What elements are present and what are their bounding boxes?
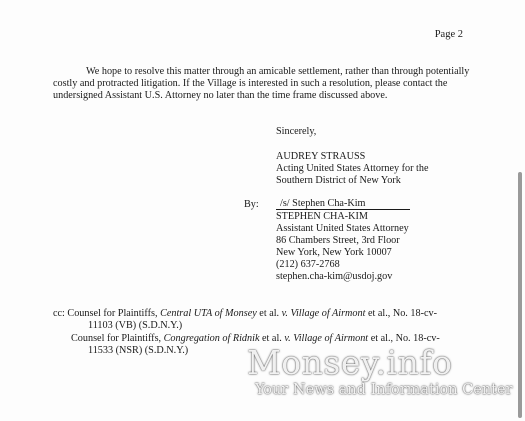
watermark-tagline: Your News and Information Center [255,382,513,398]
by-label: By: [244,199,259,210]
case-defendant-2: Village of Airmont [290,333,369,344]
cc-versus: v. [284,333,291,344]
signer-title-line2: Southern District of New York [276,175,401,186]
case-name-1: Central UTA of Monsey [160,308,257,319]
cc-line-2: 11103 (VB) (S.D.N.Y.) [88,320,183,331]
case-name-2: Congregation of Ridnik [163,333,260,344]
address-line2: New York, New York 10007 [276,247,392,258]
cc-prefix: cc: Counsel for Plaintiffs, [53,308,161,319]
cc-line-3 [71,333,440,345]
attorney-name: STEPHEN CHA-KIM [276,211,368,222]
page-number: Page 2 [434,29,463,40]
vertical-scrollbar[interactable] [518,172,522,418]
cc-line-1 [53,308,437,320]
cc-line-4: 11533 (NSR) (S.D.N.Y.) [88,345,189,356]
phone-number: (212) 637-2768 [276,259,340,270]
cc-et-al: et al. [256,308,282,319]
cc-case-no: et al., No. 18-cv- [368,333,440,344]
cc-et-al: et al. [259,333,285,344]
attorney-title: Assistant United States Attorney [276,223,409,234]
cc-prefix: Counsel for Plaintiffs, [71,333,164,344]
body-paragraph: We hope to resolve this matter through an amicable settlement, rather than through potentially costly and protracted litigation. If the Village is interested in such a resolution, please contact the undersigned Assistant U.S. Attorney no later than the time frame discussed above. [53,66,470,102]
closing: Sincerely, [276,126,317,137]
email-address: stephen.cha-kim@usdoj.gov [276,271,393,282]
electronic-signature: /s/ Stephen Cha-Kim [276,199,410,210]
case-defendant-1: Village of Airmont [287,308,366,319]
signer-name: AUDREY STRAUSS [276,151,366,162]
address-line1: 86 Chambers Street, 3rd Floor [276,235,400,246]
watermark-title: Monsey.info [247,343,453,382]
cc-versus: v. [281,308,288,319]
cc-case-no: et al., No. 18-cv- [365,308,437,319]
signer-title-line1: Acting United States Attorney for the [276,163,429,174]
